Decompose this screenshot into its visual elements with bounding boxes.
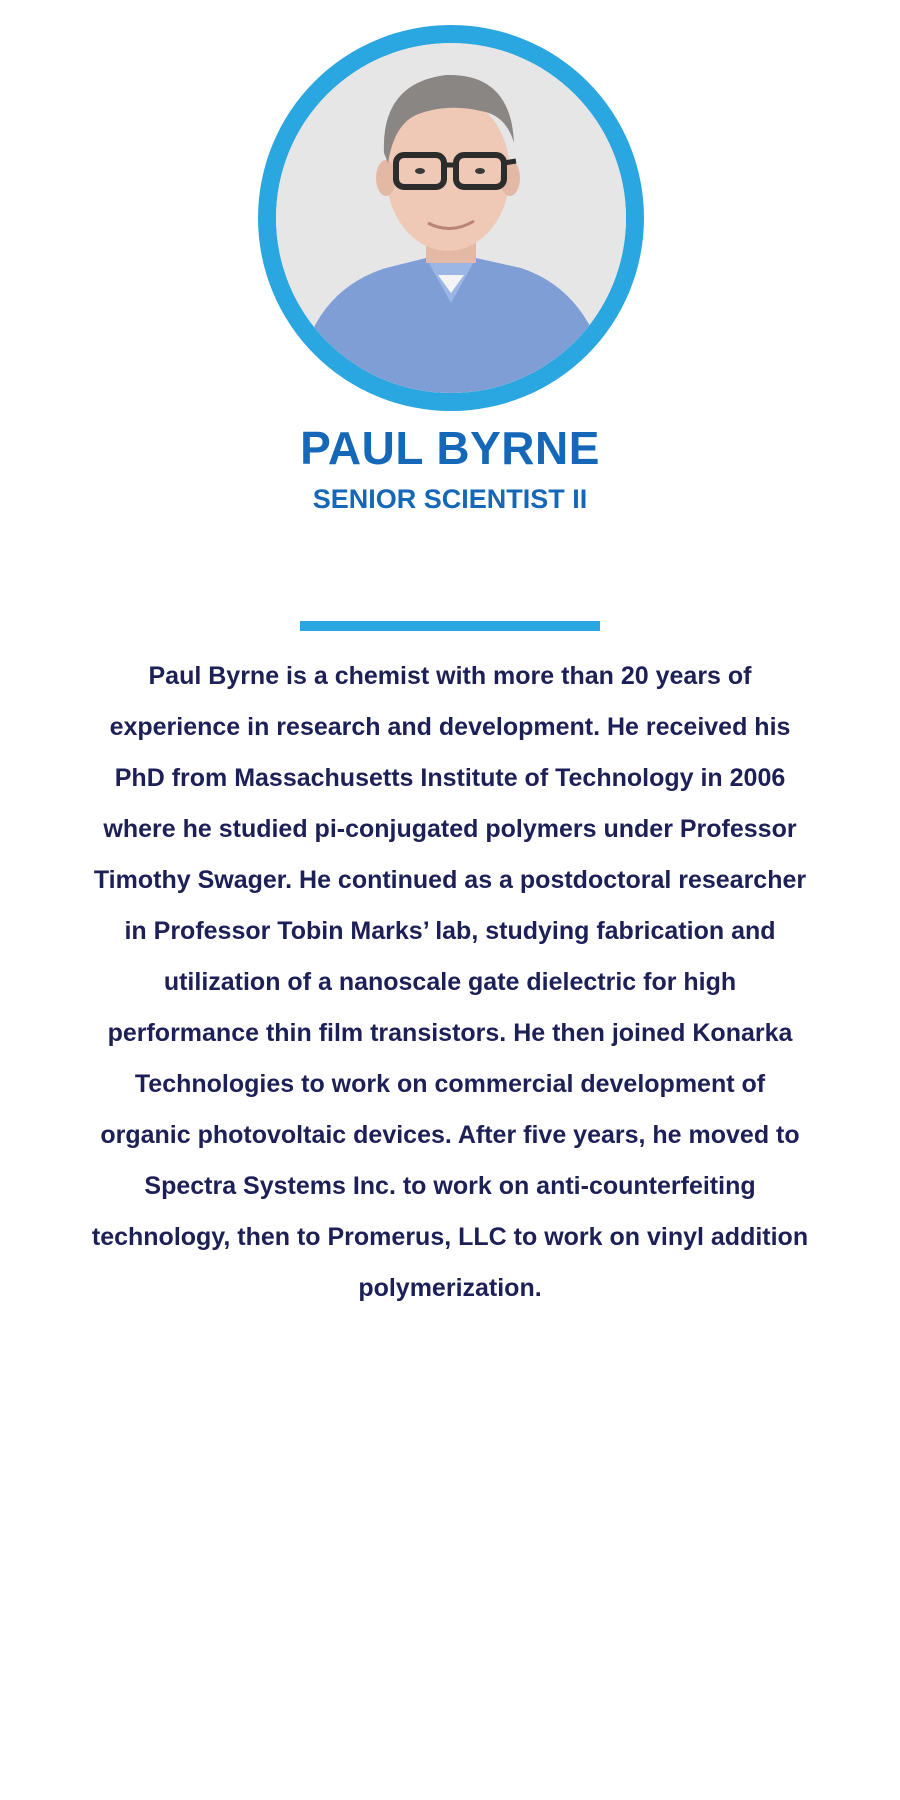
avatar (276, 43, 626, 393)
bio-paragraph: Paul Byrne is a chemist with more than 20 years of experience in research and development. He received his PhD from Massachusetts Institute of Technology in 2006 where he studied pi-conjugated polymers under Professor Timothy Swager. He continued as a postdoctoral researcher in Professor Tobin Marks’ lab, studying fabrication and utilization of a nanoscale gate dielectric for high performance thin film transistors. He then joined Konarka Technologies to work on commercial development of organic photovoltaic devices. After five years, he moved to Spectra Systems Inc. to work on anti-counterfeiting technology, then to Promerus, LLC to work on vinyl addition polymerization. (91, 662, 809, 1302)
portrait-photo (276, 43, 626, 393)
divider (300, 621, 600, 631)
person-name: PAUL BYRNE (300, 422, 600, 474)
job-title: SENIOR SCIENTIST II (312, 484, 588, 514)
avatar-ring (258, 25, 644, 411)
